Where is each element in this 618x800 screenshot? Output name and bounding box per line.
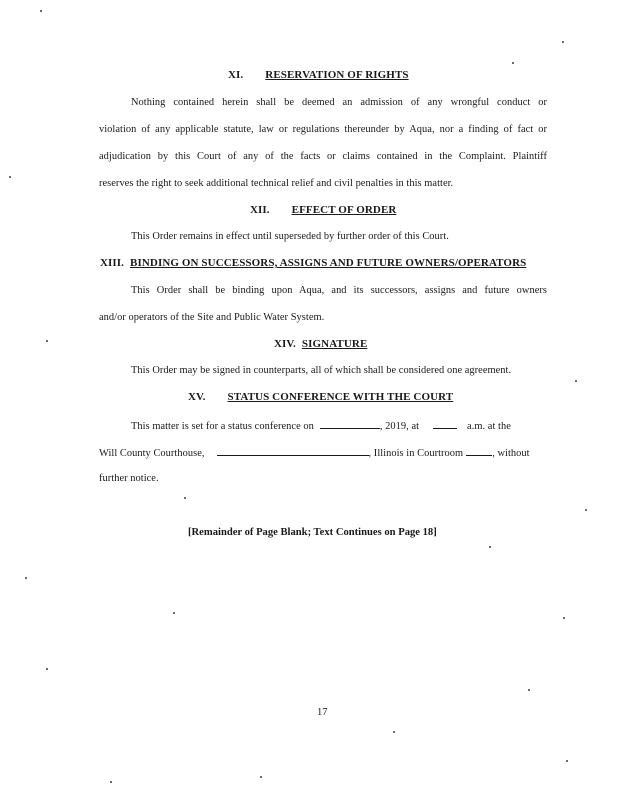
paragraph-line: Nothing contained herein shall be deemed an admission of any wrongful conduct or	[131, 97, 547, 108]
scan-speck	[562, 41, 564, 43]
text-fragment: This matter is set for a status conference on	[131, 421, 314, 432]
text-fragment: Will County Courthouse,	[99, 448, 205, 459]
text-fragment: , Illinois in Courtroom	[368, 448, 464, 459]
paragraph-line: further notice.	[99, 473, 159, 484]
scan-speck	[260, 776, 262, 778]
paragraph-line: adjudication by this Court of any of the facts or claims contained in the Complaint. Plaintiff	[99, 151, 547, 162]
scan-speck	[512, 62, 514, 64]
section-title: SIGNATURE	[301, 338, 368, 350]
section-title: EFFECT OF ORDER	[291, 204, 397, 216]
scan-speck	[528, 689, 530, 691]
paragraph-line: and/or operators of the Site and Public Water System.	[99, 312, 325, 323]
remainder-note: [Remainder of Page Blank; Text Continues on Page 18]	[188, 527, 437, 538]
section-title: BINDING ON SUCCESSORS, ASSIGNS AND FUTURE OWNERS/OPERATORS	[130, 257, 527, 269]
time-blank	[433, 419, 457, 429]
scan-speck	[184, 497, 186, 499]
status-conference-line-2	[99, 446, 530, 459]
section-heading-xiv	[274, 338, 367, 350]
section-number: XV.	[188, 391, 206, 403]
section-heading-xiii	[100, 257, 526, 269]
scan-speck	[585, 509, 587, 511]
date-blank	[320, 419, 380, 429]
text-fragment: a.m. at the	[467, 421, 511, 432]
scan-speck	[566, 760, 568, 762]
section-number: XIII.	[100, 257, 125, 269]
scan-speck	[173, 612, 175, 614]
scan-speck	[25, 577, 27, 579]
paragraph-line: violation of any applicable statute, law or regulations thereunder by Aqua, nor a finding of fact or	[99, 124, 547, 135]
section-title: STATUS CONFERENCE WITH THE COURT	[227, 391, 454, 403]
scan-speck	[9, 176, 11, 178]
scan-speck	[40, 10, 42, 12]
section-heading-xi	[228, 69, 409, 81]
scan-speck	[563, 617, 565, 619]
paragraph-line: reserves the right to seek additional technical relief and civil penalties in this matter.	[99, 178, 454, 189]
scan-speck	[393, 731, 395, 733]
paragraph-line: This Order shall be binding upon Aqua, and its successors, assigns and future owners	[131, 285, 547, 296]
status-conference-line-1	[131, 419, 511, 432]
text-fragment: , without	[492, 448, 530, 459]
paragraph-line: This Order may be signed in counterparts, all of which shall be considered one agreement.	[131, 365, 512, 376]
paragraph-line: This Order remains in effect until superseded by further order of this Court.	[131, 231, 449, 242]
section-heading-xii	[250, 204, 396, 216]
page-number: 17	[317, 707, 328, 718]
text-fragment: , 2019, at	[379, 421, 420, 432]
city-blank	[217, 446, 369, 456]
section-title: RESERVATION OF RIGHTS	[265, 69, 409, 81]
scan-speck	[575, 380, 577, 382]
section-number: XIV.	[274, 338, 296, 350]
section-number: XII.	[250, 204, 270, 216]
scan-speck	[110, 781, 112, 783]
scan-speck	[46, 340, 48, 342]
courtroom-blank	[466, 446, 492, 456]
scan-speck	[46, 668, 48, 670]
section-number: XI.	[228, 69, 244, 81]
section-heading-xv	[188, 391, 453, 403]
scan-speck	[489, 546, 491, 548]
